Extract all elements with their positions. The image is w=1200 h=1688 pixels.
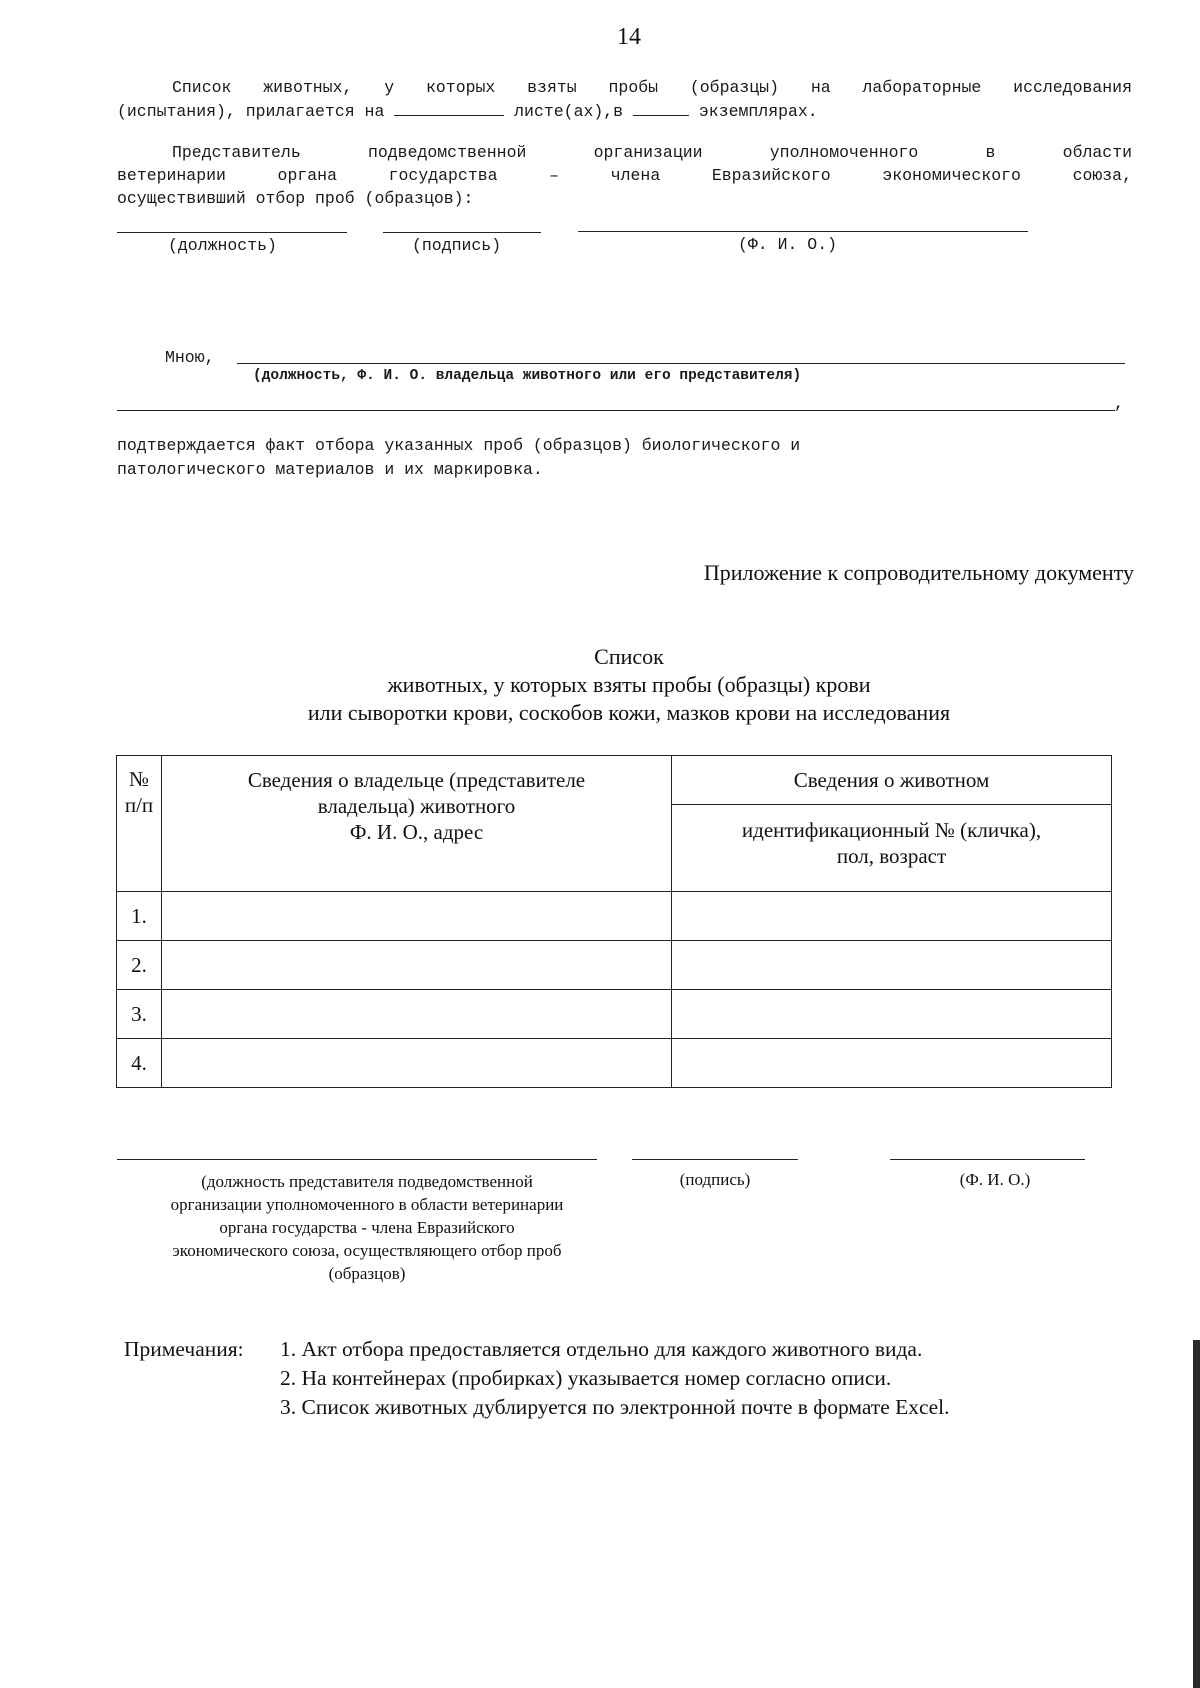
appendix-header: Приложение к сопроводительному документу — [703, 560, 1134, 585]
table-row — [117, 892, 1112, 941]
animal-cell — [672, 1039, 1112, 1088]
owner-caption: (должность, Ф. И. О. владельца животного или его представителя) — [253, 368, 802, 384]
list-title-line3: или сыворотки крови, соскобов кожи, мазков крови на исследования — [307, 700, 951, 725]
scan-edge-shadow — [1193, 1340, 1200, 1688]
paragraph1-text-c: экземплярах. — [698, 102, 818, 121]
confirmation-line-1: подтверждается факт отбора указанных проб (образцов) биологического и — [117, 436, 801, 455]
owner-cell — [162, 1039, 672, 1088]
position-label-2 — [112, 1170, 622, 1285]
name-label-2: (Ф. И. О.) — [959, 1170, 1031, 1189]
list-title-line1: Список — [594, 644, 664, 669]
owner-cell — [162, 990, 672, 1039]
signature-line-1 — [383, 232, 541, 233]
row-number: 2. — [117, 941, 162, 990]
col-num-line2: п/п — [124, 793, 154, 817]
position-label-1: (должность) — [168, 236, 277, 255]
note-item: 3. Список животных дублируется по электронной почте в формате Excel. — [280, 1395, 950, 1419]
paragraph1-line2 — [117, 101, 818, 121]
position-line-1 — [117, 232, 347, 233]
row-number: 4. — [117, 1039, 162, 1088]
col-owner-line2: владельца) животного — [317, 794, 516, 818]
animal-cell — [672, 990, 1112, 1039]
table-row — [117, 941, 1112, 990]
position-label-2-line4: экономического союза, осуществляющего отбор проб — [172, 1241, 562, 1260]
animal-cell — [672, 892, 1112, 941]
paragraph2-line3: осуществивший отбор проб (образцов): — [117, 189, 474, 208]
paragraph1-text-b: листе(ах),в — [514, 102, 624, 121]
col-owner-header — [162, 756, 672, 892]
paragraph2-line2: ветеринарии органа государства – члена Евразийского экономического союза, — [117, 166, 1132, 185]
table-header-row — [117, 756, 1112, 805]
row-number: 3. — [117, 990, 162, 1039]
col-num-header — [117, 756, 162, 892]
col-owner-line3: Ф. И. О., адрес — [349, 820, 484, 844]
col-animal-sub-line1: идентификационный № (кличка), — [741, 818, 1042, 842]
col-animal-header: Сведения о животном — [672, 756, 1112, 805]
animal-cell — [672, 941, 1112, 990]
signature-label-2: (подпись) — [679, 1170, 751, 1189]
position-label-2-line3: органа государства - члена Евразийского — [219, 1218, 515, 1237]
name-line-1 — [578, 231, 1028, 232]
paragraph1-text-a: (испытания), прилагается на — [117, 102, 385, 121]
name-label-1: (Ф. И. О.) — [738, 235, 838, 254]
animals-table — [116, 755, 1112, 1088]
owner-cell — [162, 892, 672, 941]
confirmation-line-2: патологического материалов и их маркировка. — [117, 460, 543, 479]
table-row — [117, 1039, 1112, 1088]
notes-items — [280, 1335, 950, 1422]
page-number: 14 — [617, 24, 641, 50]
notes-label: Примечания: — [124, 1337, 244, 1361]
col-animal-subheader — [672, 805, 1112, 892]
owner-prefix: Мною, — [165, 348, 215, 367]
list-title-line2: животных, у которых взяты пробы (образцы) крови — [387, 672, 871, 697]
row-number: 1. — [117, 892, 162, 941]
col-owner-line1: Сведения о владельце (представителе — [247, 768, 586, 792]
owner-cell — [162, 941, 672, 990]
col-animal-sub-line2: пол, возраст — [836, 844, 947, 868]
owner-line-end: , — [1114, 394, 1124, 413]
col-num-line1: № — [128, 767, 150, 791]
position-label-2-line2: организации уполномоченного в области ветеринарии — [170, 1195, 564, 1214]
copies-count-blank — [633, 101, 689, 116]
note-item: 1. Акт отбора предоставляется отдельно для каждого животного вида. — [280, 1337, 923, 1361]
note-item: 2. На контейнерах (пробирках) указывается номер согласно описи. — [280, 1366, 892, 1390]
position-label-2-line5: (образцов) — [328, 1264, 406, 1283]
position-label-2-line1: (должность представителя подведомственной — [201, 1172, 533, 1191]
signature-line-2 — [632, 1159, 798, 1160]
owner-line-2 — [117, 410, 1115, 411]
position-line-2 — [117, 1159, 597, 1160]
signature-label-1: (подпись) — [412, 236, 502, 255]
table-row — [117, 990, 1112, 1039]
paragraph1-line1: Список животных, у которых взяты пробы (образцы) на лабораторные исследования — [172, 78, 1132, 97]
name-line-2 — [890, 1159, 1085, 1160]
paragraph2-line1: Представитель подведомственной организации уполномоченного в области — [172, 143, 1132, 162]
sheets-count-blank — [394, 101, 504, 116]
owner-line-1 — [237, 363, 1125, 364]
